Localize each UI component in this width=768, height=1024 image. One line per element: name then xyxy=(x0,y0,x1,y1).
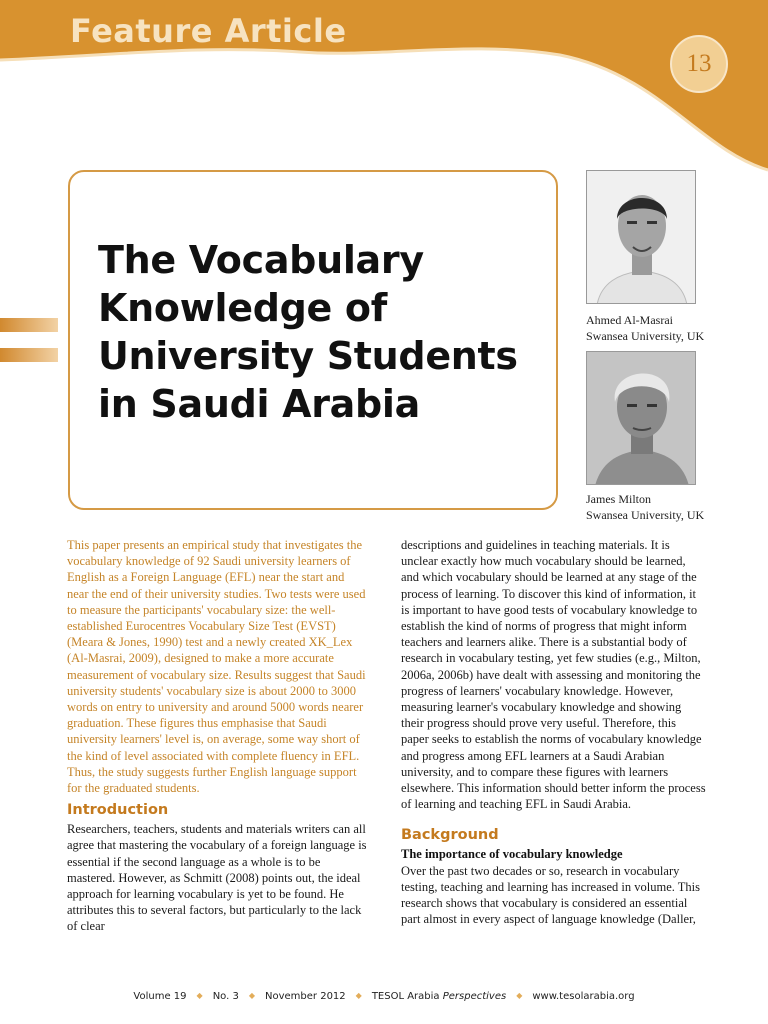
body-text: descriptions and guidelines in teaching materials. It is unclear exactly how much vocabulary should be learned, and which vocabulary should be learned at any stage of the process of learning. To discover this kind of information, it is important to have good tests of vocabulary knowledge to establish the kind of norms of progress that might inform teachers and learners alike. There is a substantial body of research in vocabulary testing, yet few studies (e.g., Milton, 2006a, 2006b) have dealt with assessing and monitoring the progress of learners' vocabulary knowledge. However, measuring learner's vocabulary knowledge and showing their progress should prove very useful. Therefore, this paper seeks to establish the norms of vocabulary knowledge and progress among EFL learners at a Saudi Arabian university, and to compare these figures with learners elsewhere. This information should better inform the process of learning and teaching EFL in Saudi Arabia. xyxy=(401,538,706,812)
introduction-text: Researchers, teachers, students and materials writers can all agree that mastering the vocabulary of a foreign language is essential if the second language as a whole is to be mastered. However, as Schmitt (2008) points out, the ideal approach for learning vocabulary is yet to be found. He attributes this to several factors, but particularly to the lack of clear xyxy=(67,822,367,934)
footer-publication-italic: Perspectives xyxy=(442,991,507,1002)
author-affiliation: Swansea University, UK xyxy=(586,329,705,343)
title-line: Knowledge of xyxy=(98,286,387,330)
author-photo xyxy=(586,170,696,304)
introduction-heading: Introduction xyxy=(67,802,169,819)
section-label: Feature Article xyxy=(70,12,347,50)
footer-date: November 2012 xyxy=(265,991,346,1002)
background-text: Over the past two decades or so, research in vocabulary testing, teaching and learning has increased in volume. This research shows that vocabulary is considered an essential part almost in every aspect of language knowledge (Daller, xyxy=(401,863,700,927)
background-subheading: The importance of vocabulary knowledge xyxy=(401,847,623,862)
page-footer xyxy=(0,991,768,1002)
title-box xyxy=(68,170,558,510)
diamond-icon: ◆ xyxy=(516,991,523,1000)
article-title xyxy=(98,236,548,428)
left-column xyxy=(67,537,367,935)
accent-bar xyxy=(0,318,58,332)
author-affiliation: Swansea University, UK xyxy=(586,508,705,522)
diamond-icon: ◆ xyxy=(355,991,362,1000)
right-column xyxy=(401,537,706,927)
footer-website[interactable]: www.tesolarabia.org xyxy=(532,991,635,1002)
footer-volume: Volume 19 xyxy=(133,991,187,1002)
author-name: Ahmed Al-Masrai xyxy=(586,313,673,327)
author-name: James Milton xyxy=(586,492,651,506)
author-caption xyxy=(586,491,704,523)
accent-bar xyxy=(0,348,58,362)
diamond-icon: ◆ xyxy=(196,991,203,1000)
diamond-icon: ◆ xyxy=(248,991,255,1000)
page-number-badge: 13 xyxy=(670,35,728,93)
abstract: This paper presents an empirical study that investigates the vocabulary knowledge of 92 Saudi university learners of English as a Foreign Language (EFL) near the start and near the end of their university studies. Two tests were used to measure the participants' vocabulary size: the well-established Eurocentres Vocabulary Size Test (EVST) (Meara & Jones, 1990) test and a newly created XK_Lex (Al-Masrai, 2009), designed to make a more accurate measurement of vocabulary size. Results suggest that Saudi university students' vocabulary size is about 2000 to 3000 words on entry to university and around 5000 words nearer graduation. These figures thus emphasise that Saudi university learners' level is, on average, some way short of the kind of level associated with complete fluency in EFL. Thus, the study suggests further English language support for the graduated students. xyxy=(67,538,366,796)
background-heading: Background xyxy=(401,827,499,844)
footer-publication: TESOL Arabia xyxy=(371,991,440,1002)
footer-number: No. 3 xyxy=(212,991,239,1002)
author-caption xyxy=(586,312,704,344)
title-line: University Students xyxy=(98,334,518,378)
author-photo xyxy=(586,351,696,485)
title-line: in Saudi Arabia xyxy=(98,382,420,426)
title-line: The Vocabulary xyxy=(98,238,424,282)
